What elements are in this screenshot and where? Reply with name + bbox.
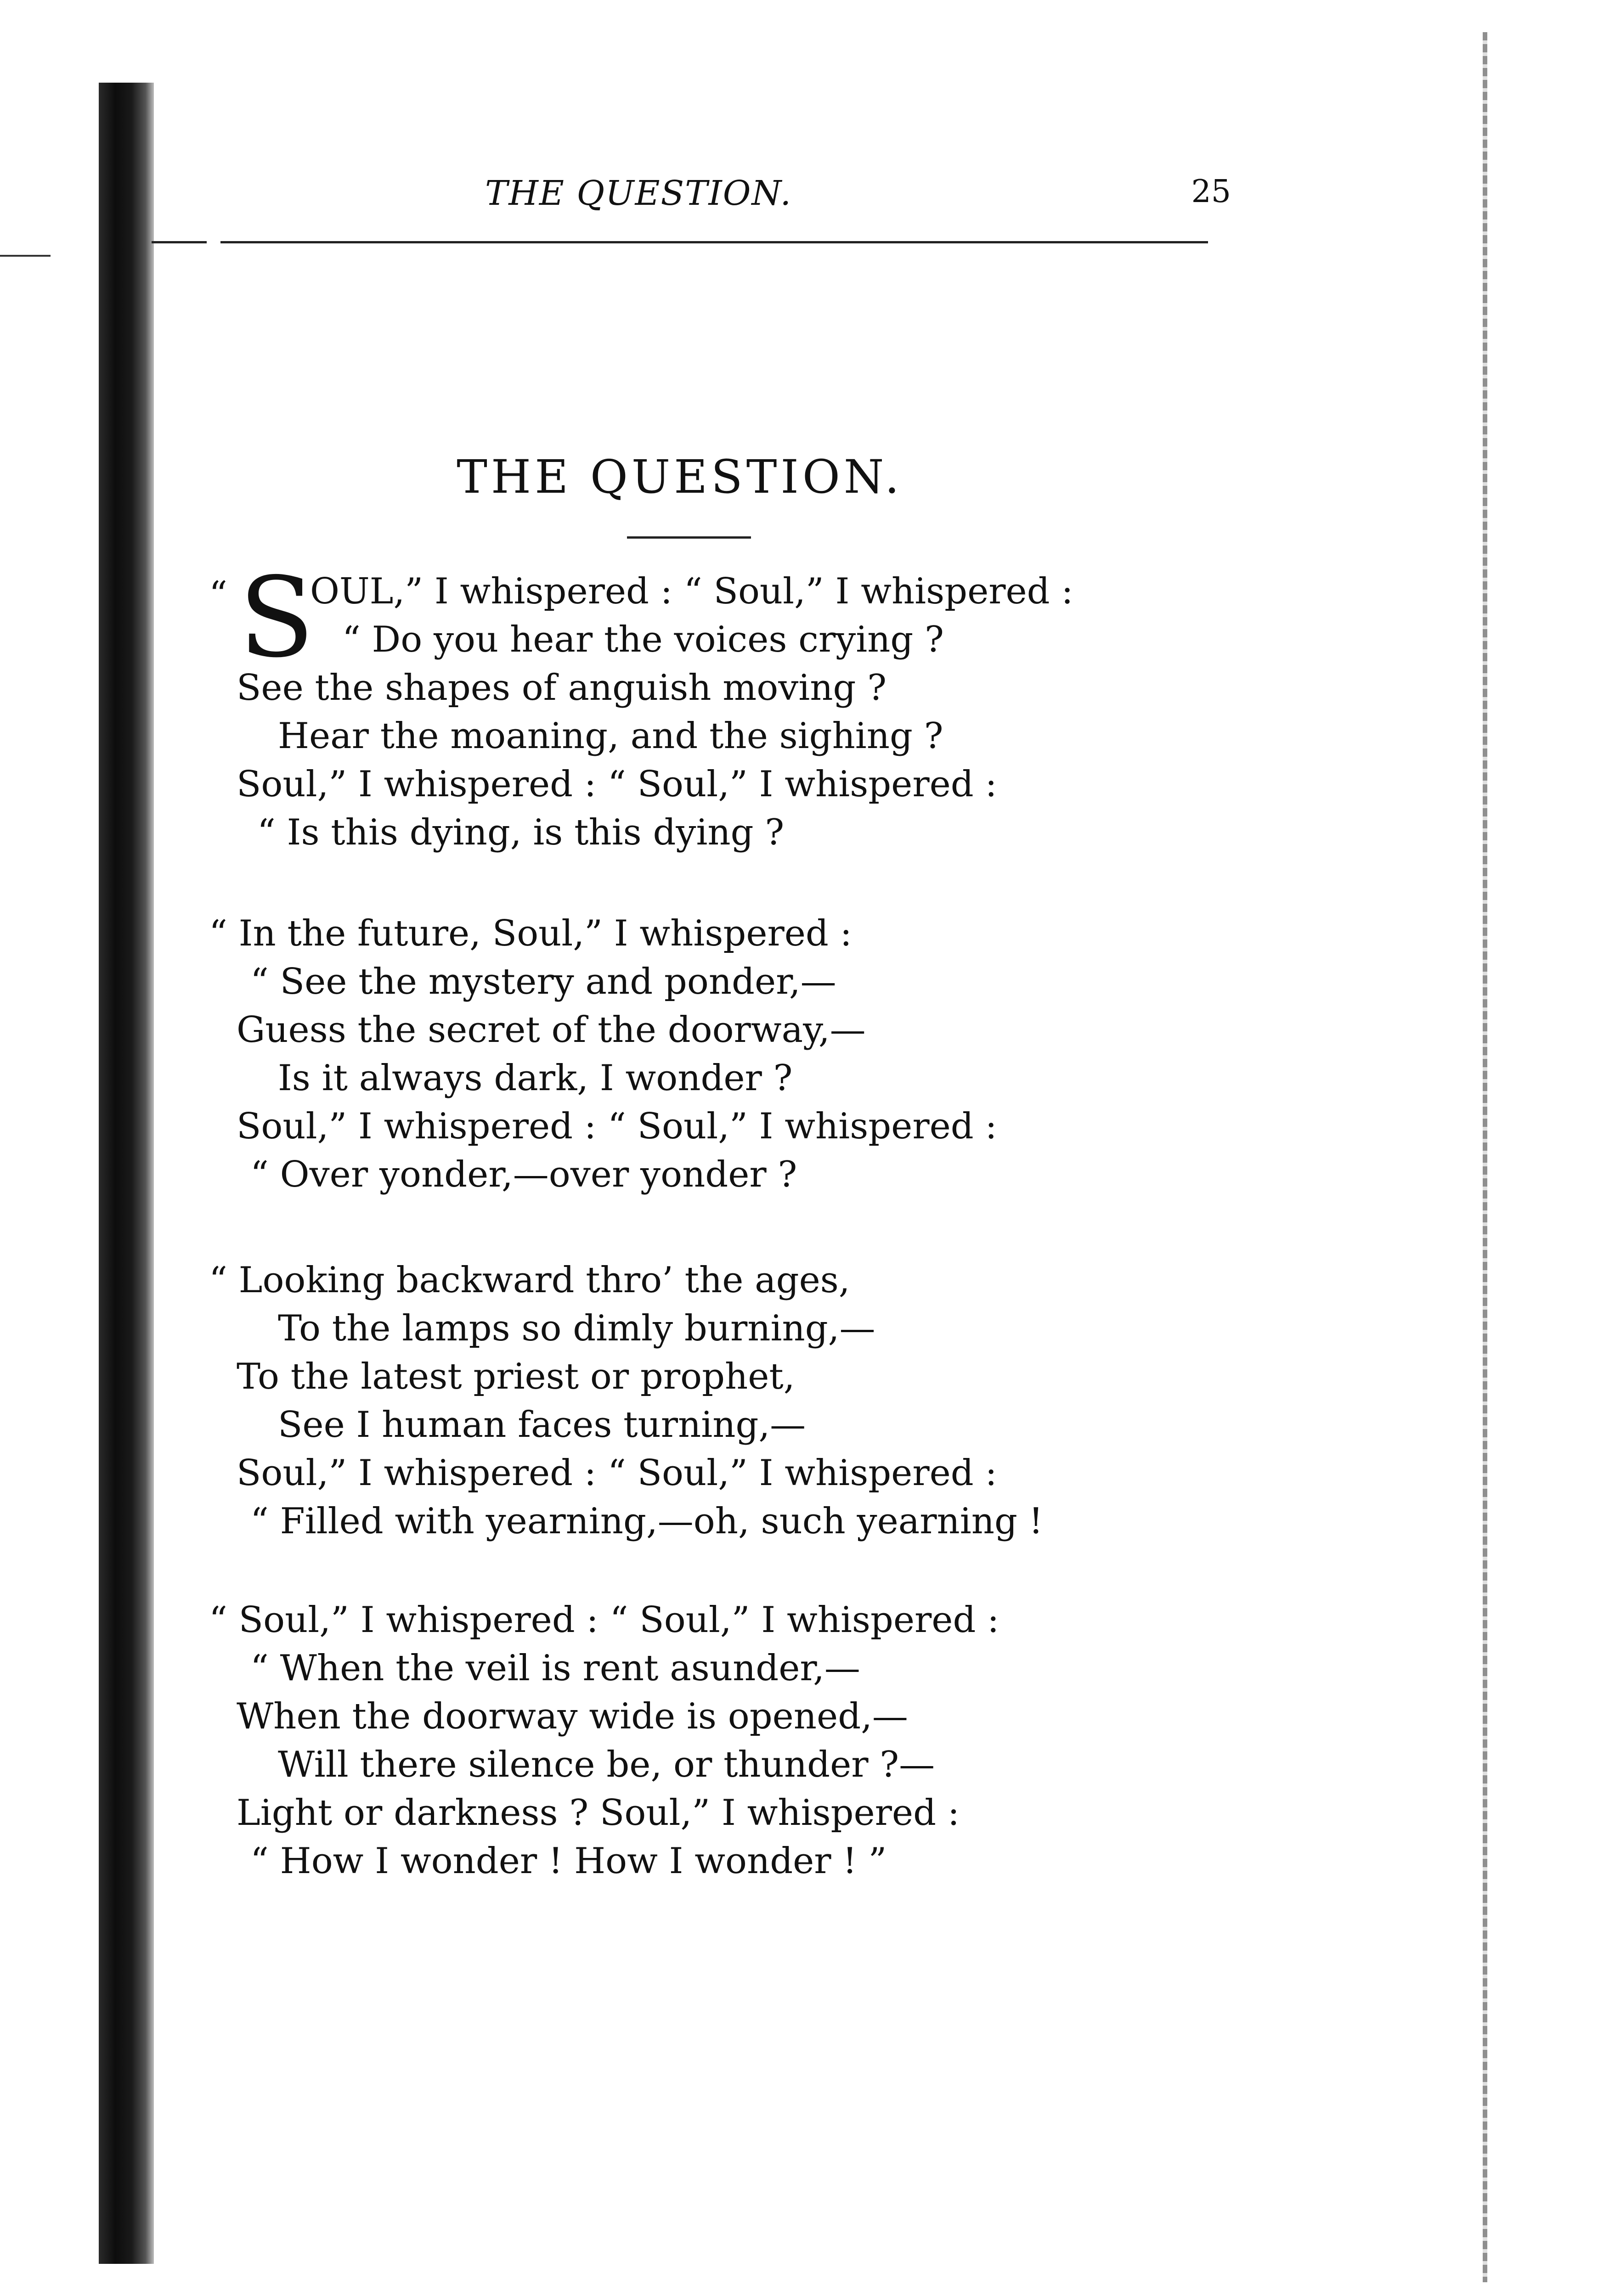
poem-line: “ See the mystery and ponder,— xyxy=(250,961,836,1002)
poem-line: Soul,” I whispered : “ Soul,” I whispered : xyxy=(237,764,997,805)
page-number: 25 xyxy=(1191,174,1231,210)
poem-line: See the shapes of anguish moving ? xyxy=(237,667,887,709)
running-head: THE QUESTION. xyxy=(485,174,792,213)
poem-line: Light or darkness ? Soul,” I whispered : xyxy=(237,1792,960,1834)
drop-cap: S xyxy=(239,553,315,682)
binding-edge xyxy=(99,83,154,2264)
header-rule-left xyxy=(152,241,207,243)
poem-line: “ Looking backward thro’ the ages, xyxy=(209,1260,850,1301)
poem-line: Hear the moaning, and the sighing ? xyxy=(278,715,943,757)
poem-line: Soul,” I whispered : “ Soul,” I whispered : xyxy=(237,1452,997,1494)
poem-line: “ How I wonder ! How I wonder ! ” xyxy=(250,1840,887,1882)
poem-line: See I human faces turning,— xyxy=(278,1404,806,1446)
title-rule xyxy=(627,536,751,539)
poem-line: When the doorway wide is opened,— xyxy=(237,1696,908,1737)
margin-mark xyxy=(0,255,51,257)
poem-line: Soul,” I whispered : “ Soul,” I whispered : xyxy=(237,1106,997,1147)
poem-line: Will there silence be, or thunder ?— xyxy=(278,1744,935,1785)
poem-line: “ Do you hear the voices crying ? xyxy=(342,619,944,660)
poem-line: To the latest priest or prophet, xyxy=(237,1356,795,1397)
poem-line: Is it always dark, I wonder ? xyxy=(278,1058,793,1099)
poem-line: OUL,” I whispered : “ Soul,” I whispered : xyxy=(310,571,1073,612)
poem-line: “ Soul,” I whispered : “ Soul,” I whispered : xyxy=(209,1599,999,1641)
poem-line: “ Over yonder,—over yonder ? xyxy=(250,1154,797,1195)
poem-line: “ When the veil is rent asunder,— xyxy=(250,1648,860,1689)
drop-cap-quote: “ xyxy=(209,574,227,615)
poem-title: THE QUESTION. xyxy=(457,450,903,504)
poem-line: “ Filled with yearning,—oh, such yearning ! xyxy=(250,1501,1044,1542)
poem-line: Guess the secret of the doorway,— xyxy=(237,1009,866,1051)
header-rule xyxy=(220,241,1208,243)
poem-line: “ In the future, Soul,” I whispered : xyxy=(209,913,852,954)
poem-line: “ Is this dying, is this dying ? xyxy=(257,812,785,853)
poem-line: To the lamps so dimly burning,— xyxy=(278,1308,875,1349)
page-edge xyxy=(1483,32,1487,2282)
